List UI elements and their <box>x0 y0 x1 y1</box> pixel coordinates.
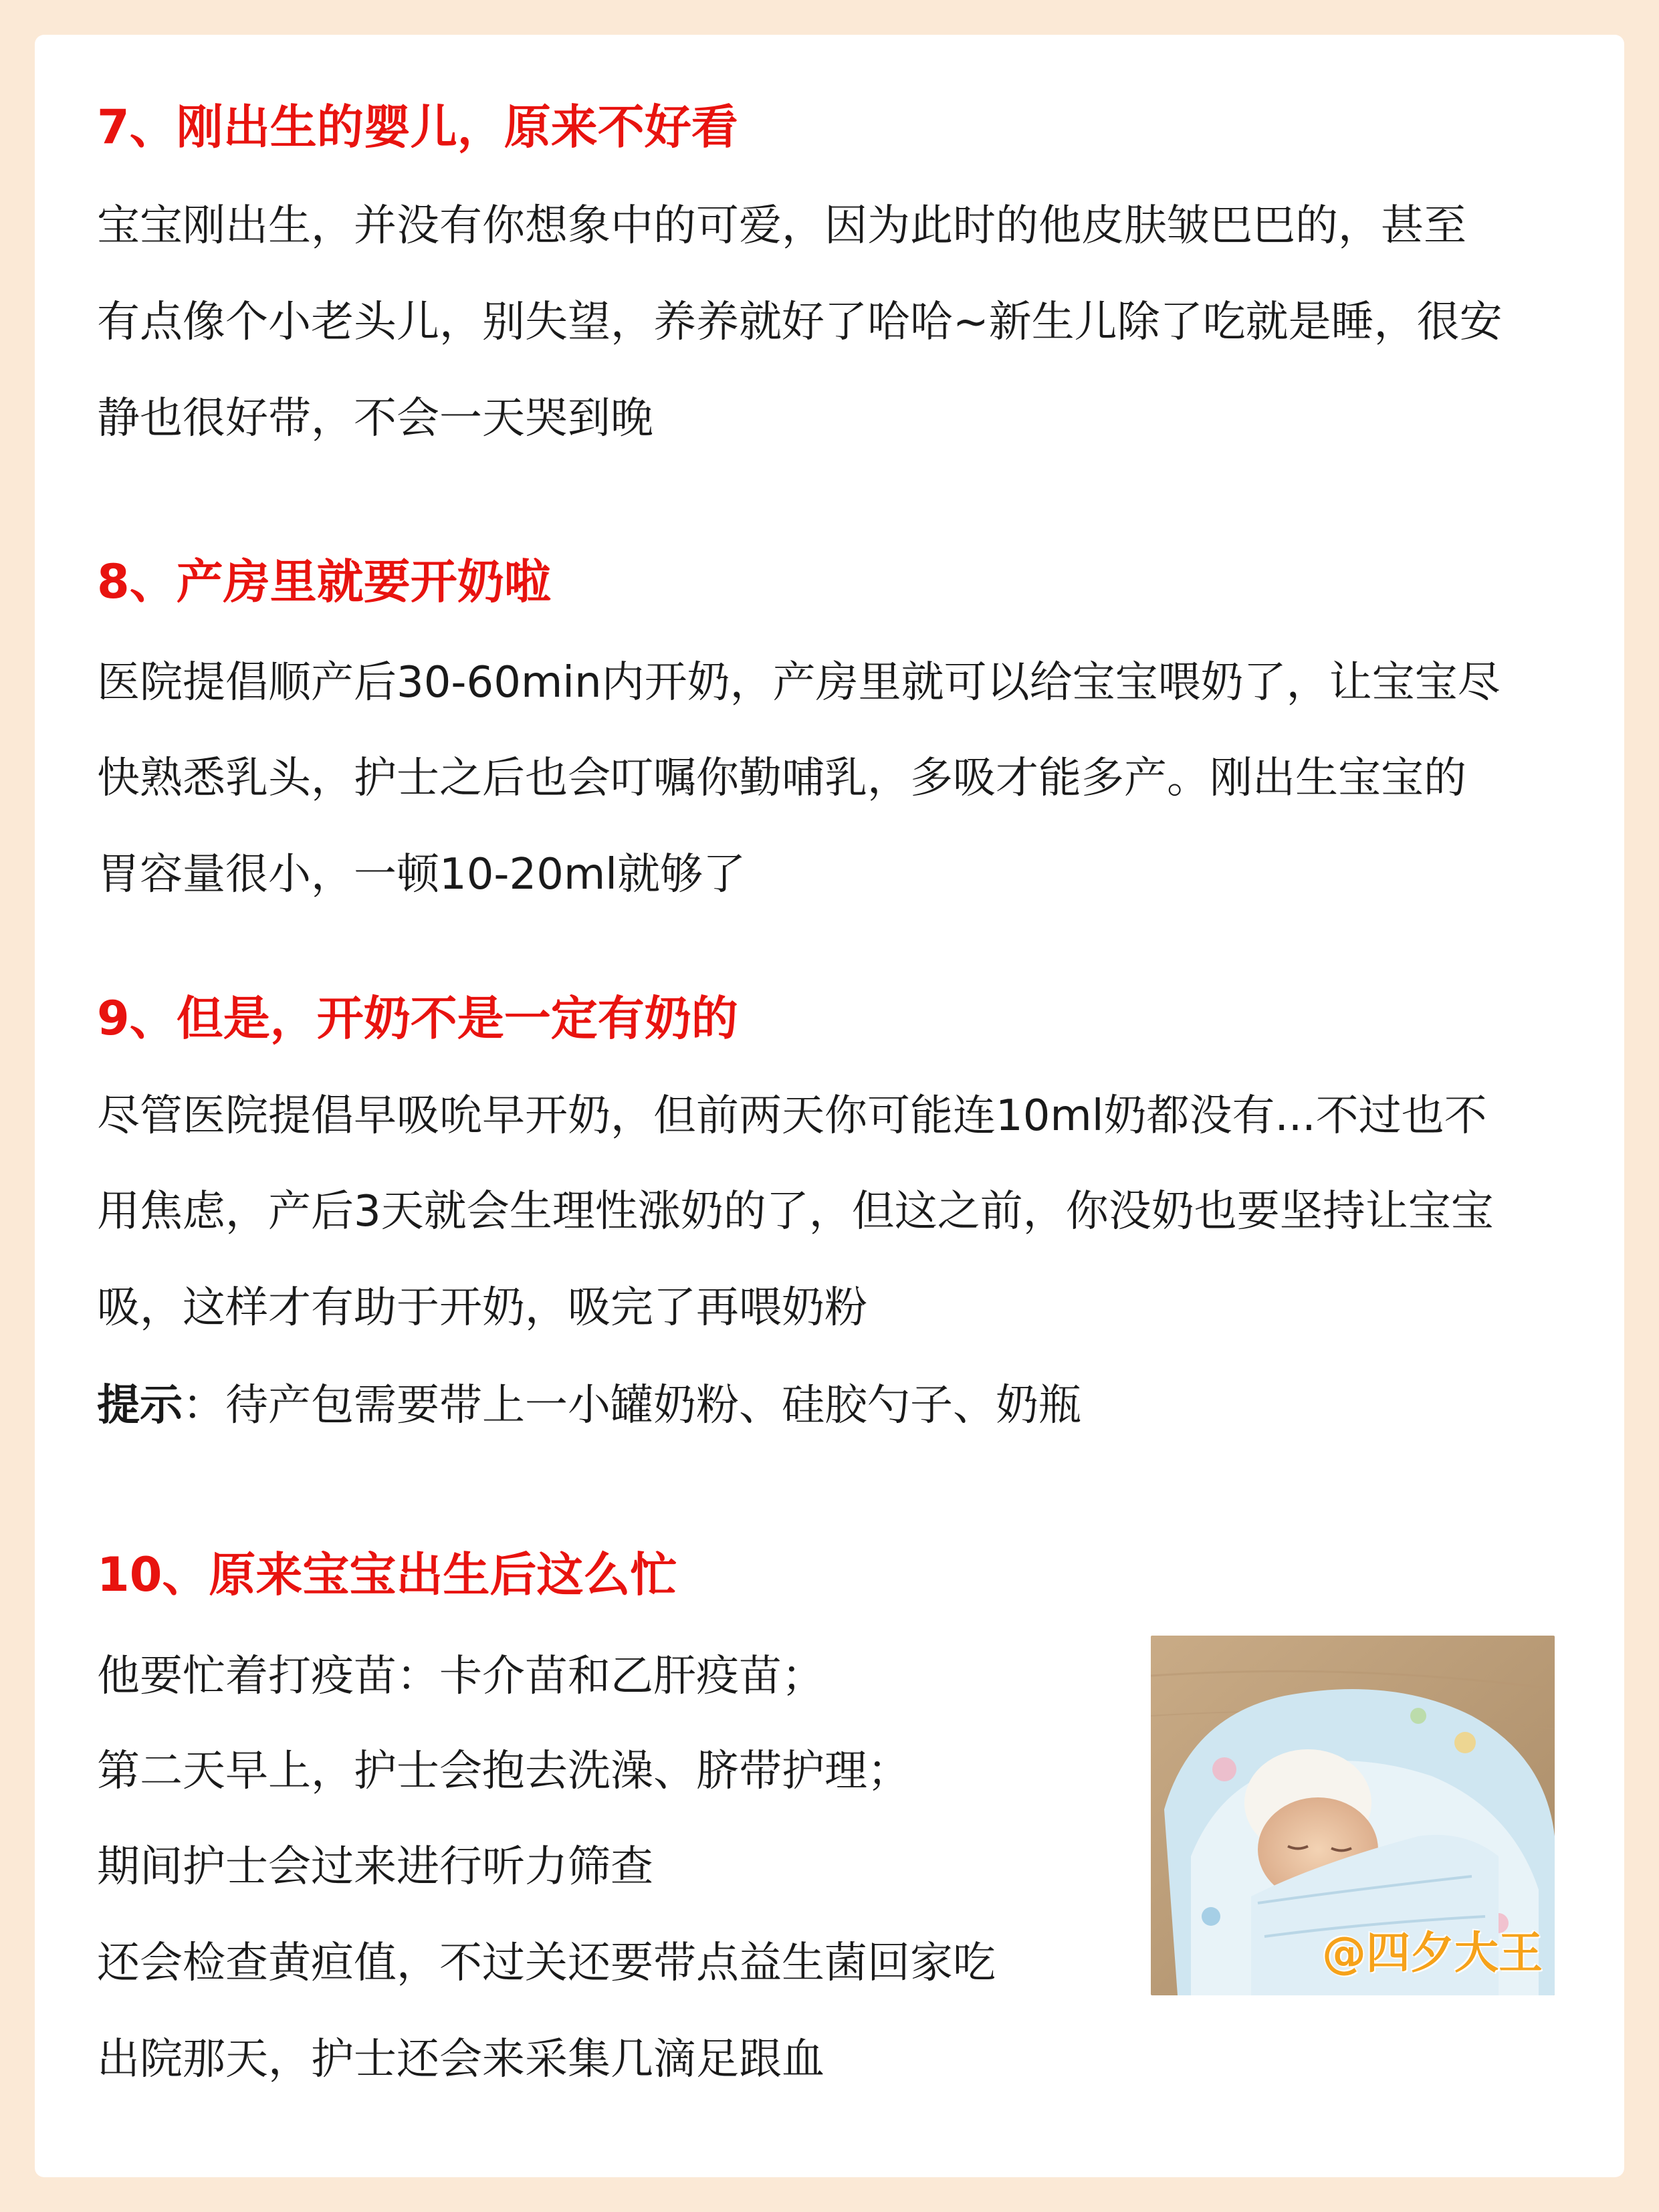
tip-text: ：待产包需要带上一小罐奶粉、硅胶勺子、奶瓶 <box>183 1381 1081 1430</box>
section-9-heading: 9、但是，开奶不是一定有奶的 <box>97 991 738 1046</box>
section-9-line-2: 用焦虑，产后3天就会生理性涨奶的了，但这之前，你没奶也要坚持让宝宝 <box>97 1187 1494 1236</box>
section-10-line-4: 还会检查黄疸值，不过关还要带点益生菌回家吃 <box>97 1939 996 1988</box>
section-8-line-2: 快熟悉乳头，护士之后也会叮嘱你勤哺乳，多吸才能多产。刚出生宝宝的 <box>97 754 1466 803</box>
section-7-line-1: 宝宝刚出生，并没有你想象中的可爱，因为此时的他皮肤皱巴巴的，甚至 <box>97 201 1466 251</box>
section-10-line-3: 期间护士会过来进行听力筛查 <box>97 1842 653 1892</box>
section-7-line-3: 静也很好带，不会一天哭到晚 <box>97 394 653 443</box>
section-9-tip <box>97 1378 1081 1433</box>
tip-label: 提示 <box>97 1381 183 1430</box>
section-10-line-2: 第二天早上，护士会抱去洗澡、脐带护理； <box>97 1747 910 1796</box>
section-10-line-5: 出院那天，护士还会来采集几滴足跟血 <box>97 2035 824 2084</box>
section-9-line-1: 尽管医院提倡早吸吮早开奶，但前两天你可能连10ml奶都没有...不过也不 <box>97 1091 1487 1141</box>
section-7-line-2: 有点像个小老头儿，别失望，养养就好了哈哈~新生儿除了吃就是睡，很安 <box>97 298 1503 347</box>
section-8-line-3: 胃容量很小，一顿10-20ml就够了 <box>97 850 746 899</box>
section-10-line-1: 他要忙着打疫苗：卡介苗和乙肝疫苗； <box>97 1652 824 1701</box>
section-9-line-3: 吸，这样才有助于开奶，吸完了再喂奶粉 <box>97 1283 867 1333</box>
baby-photo <box>1151 1636 1555 1995</box>
photo-watermark: @四夕大王 <box>1322 1927 1543 1979</box>
section-7-heading: 7、刚出生的婴儿，原来不好看 <box>97 100 738 154</box>
section-8-line-1: 医院提倡顺产后30-60min内开奶，产房里就可以给宝宝喂奶了，让宝宝尽 <box>97 658 1501 707</box>
section-8-heading: 8、产房里就要开奶啦 <box>97 554 551 609</box>
section-10-heading: 10、原来宝宝出生后这么忙 <box>97 1547 677 1602</box>
